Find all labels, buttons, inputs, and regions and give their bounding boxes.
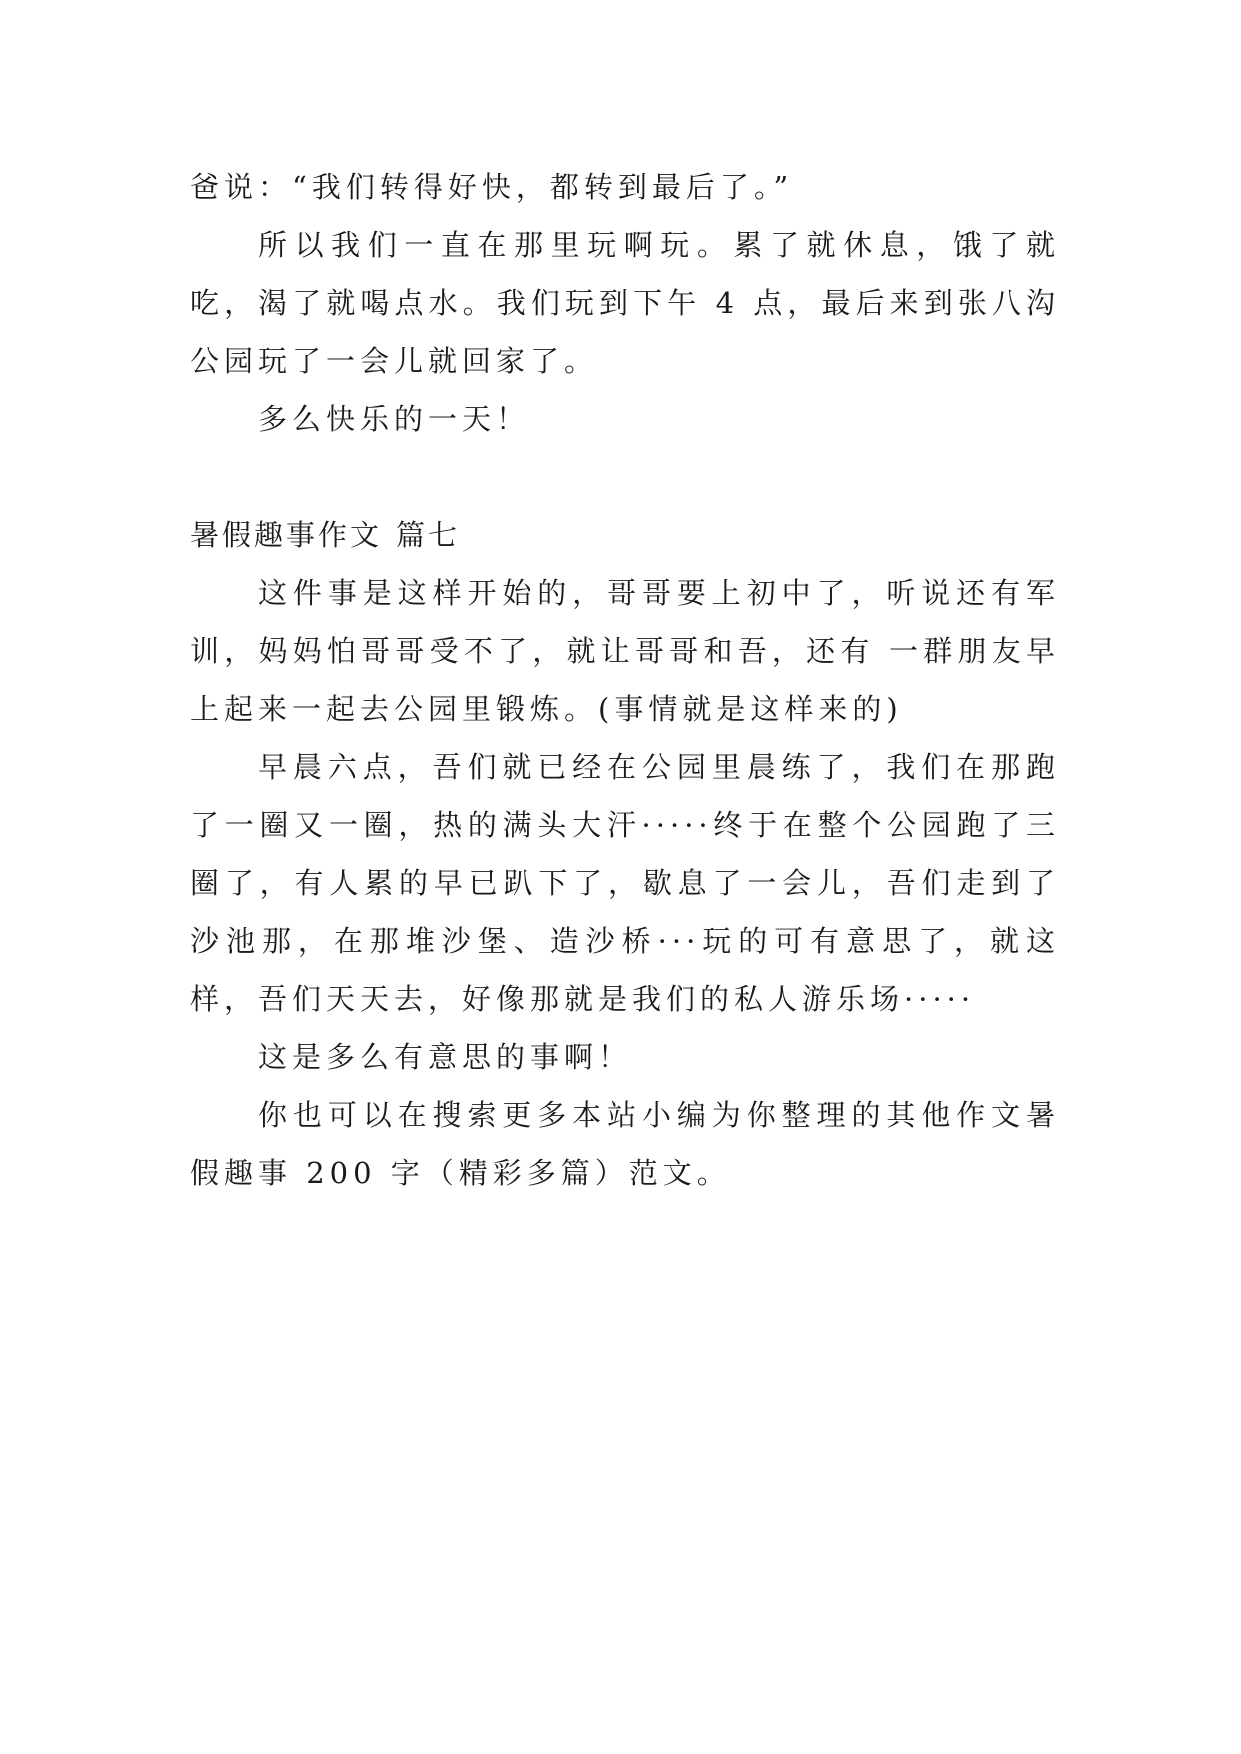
paragraph-quote-line: 爸说：“我们转得好快，都转到最后了。” [190, 170, 794, 204]
paragraph-happy-day: 多么快乐的一天！ [258, 402, 531, 436]
paragraph-more-articles: 你也可以在搜索更多本站小编为你整理的其他作文暑假趣事 200 字（精彩多篇）范文。 [190, 1098, 1060, 1190]
paragraph-morning-exercise: 早晨六点，吾们就已经在公园里晨练了，我们在那跑了一圈又一圈，热的满头大汗·····终于在整个公园跑了三圈了，有人累的早已趴下了，歇息了一会儿，吾们走到了沙池那，在那堆沙堡、造沙桥···玩的可有意思了，就这样，吾们天天去，好像那就是我们的私人游乐场····· [190, 750, 1060, 1016]
section-heading [190, 506, 1060, 564]
paragraph-how-it-started: 这件事是这样开始的，哥哥要上初中了，听说还有军训，妈妈怕哥哥受不了，就让哥哥和吾，还有 一群朋友早上起来一起去公园里锻炼。(事情就是这样来的) [190, 576, 1060, 726]
section-title: 暑假趣事作文 [190, 518, 383, 552]
paragraph-play-all-day: 所以我们一直在那里玩啊玩。累了就休息，饿了就吃，渴了就喝点水。我们玩到下午 4 点，最后来到张八沟公园玩了一会儿就回家了。 [190, 228, 1060, 378]
article-body [190, 158, 1060, 1202]
section-subtitle: 篇七 [396, 518, 461, 552]
paragraph-interesting: 这是多么有意思的事啊！ [258, 1040, 633, 1074]
